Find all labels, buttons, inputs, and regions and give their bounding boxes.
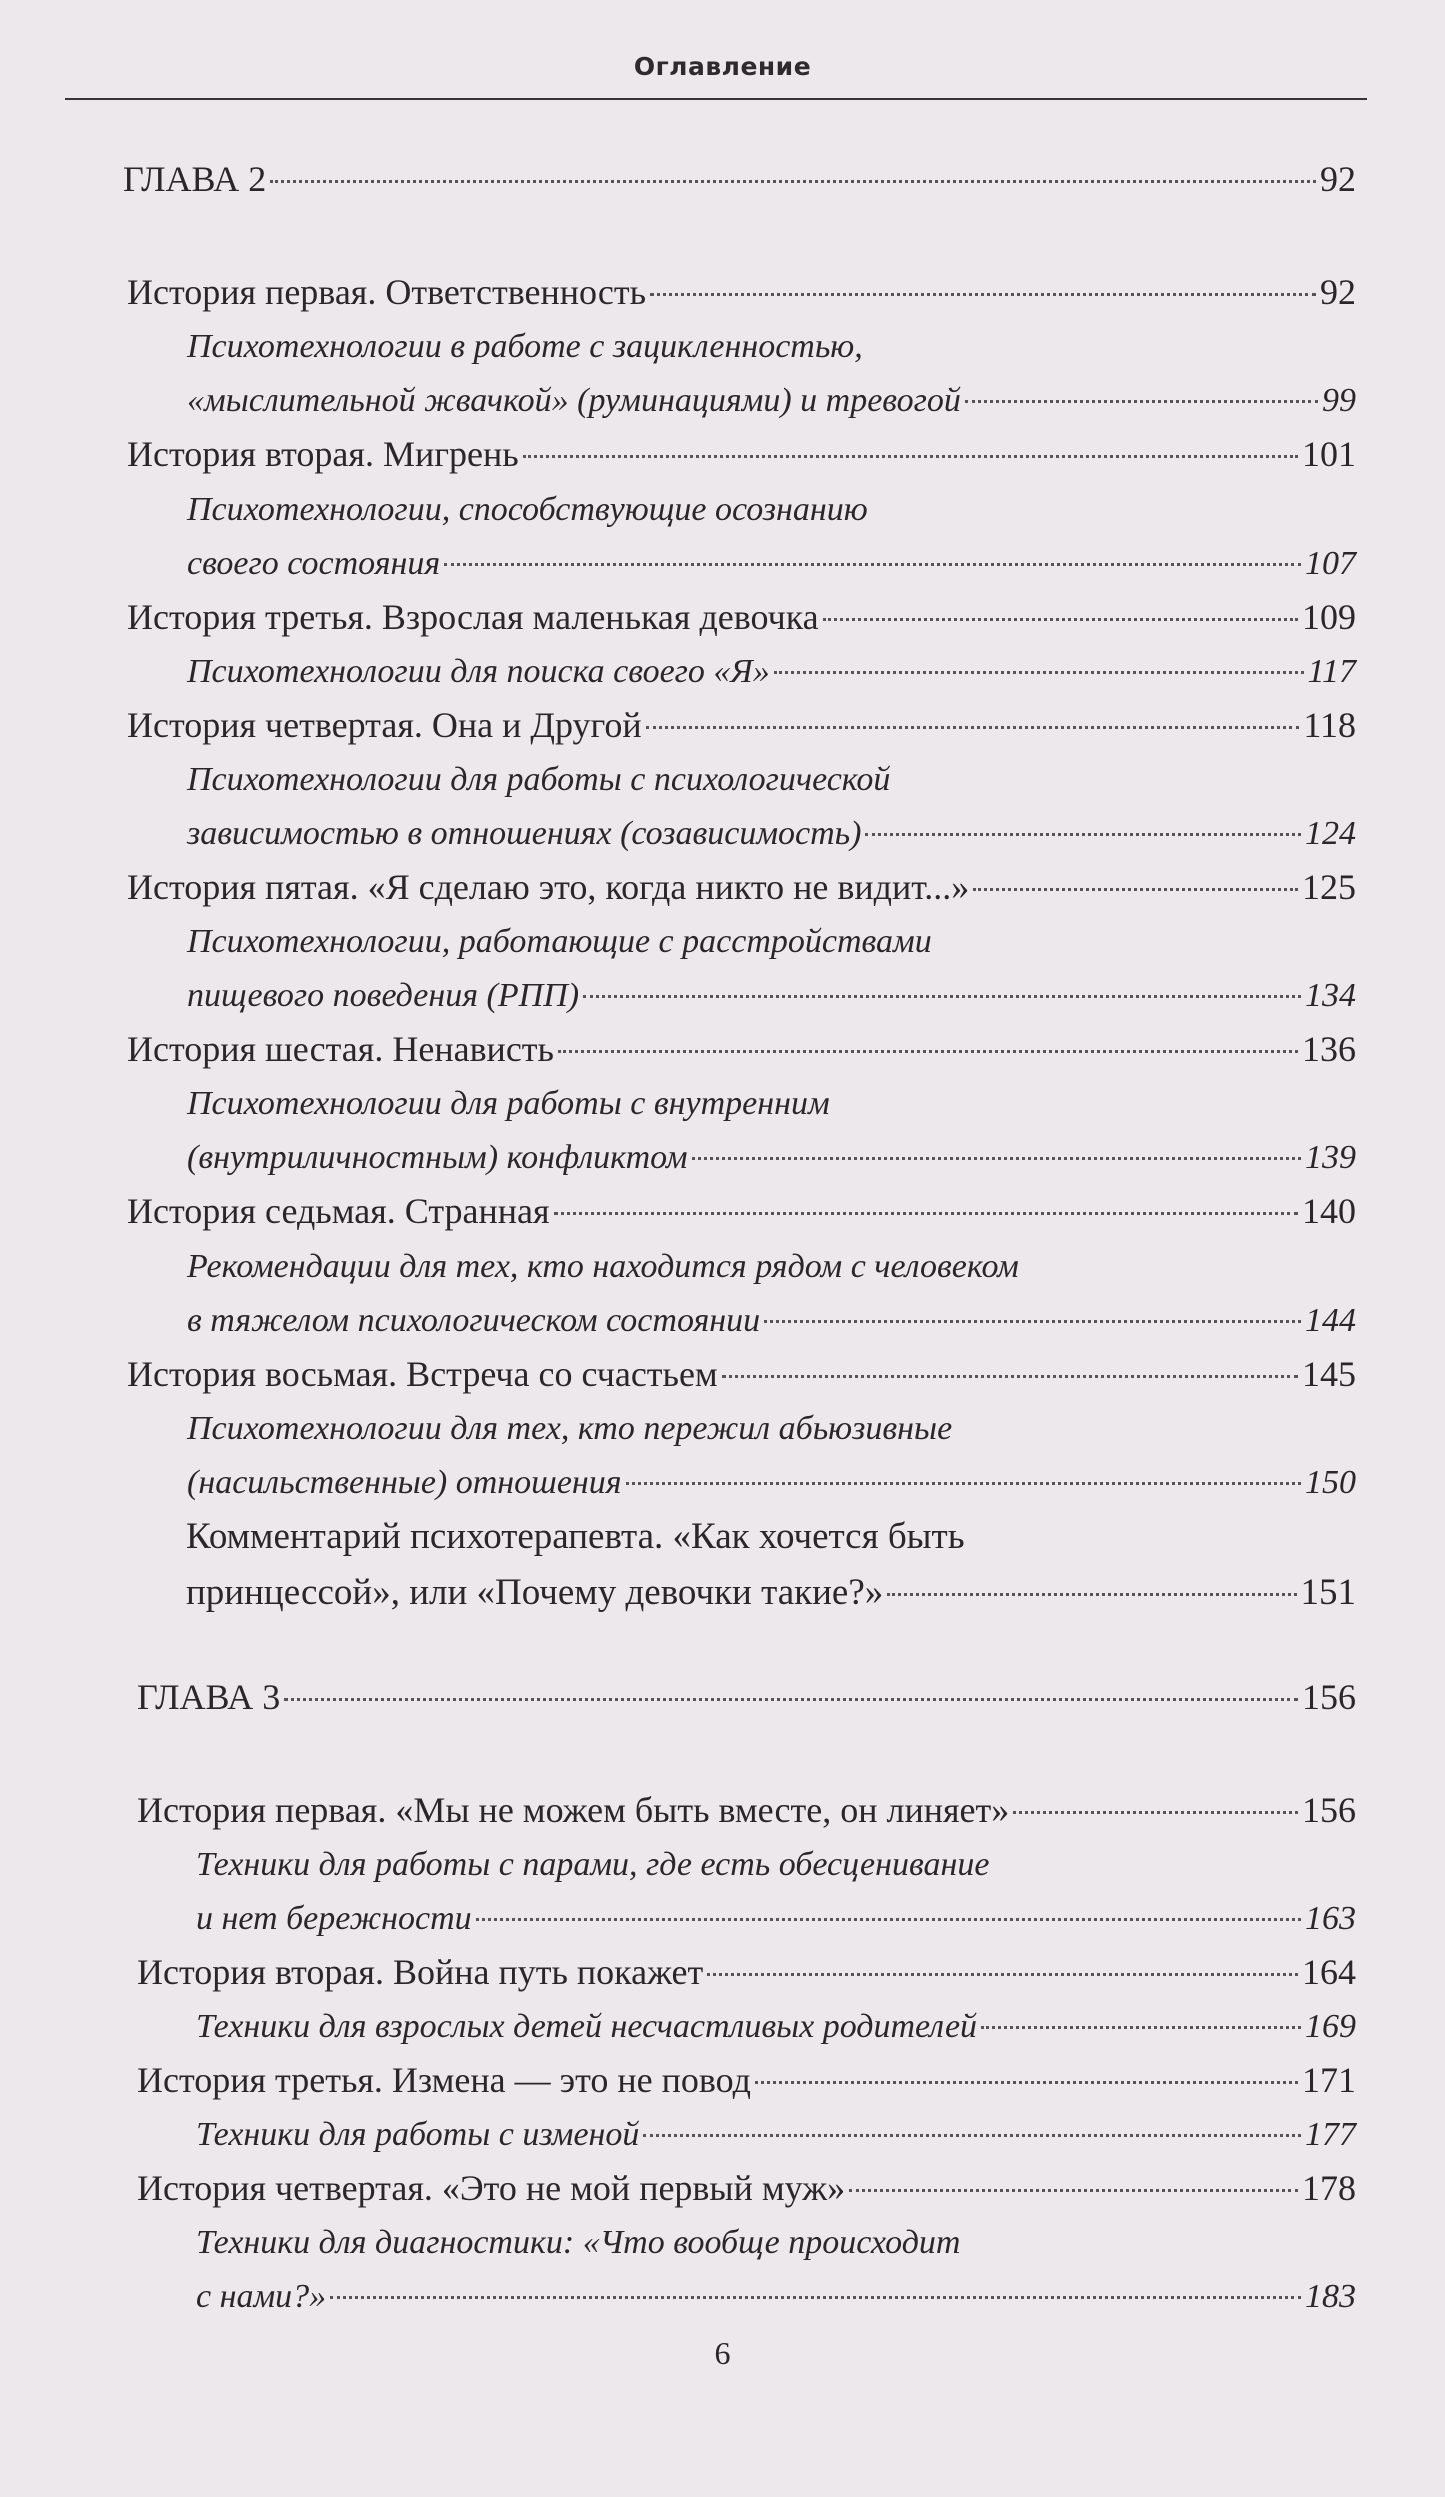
dot-leader xyxy=(643,2134,1301,2137)
dot-leader xyxy=(722,1375,1298,1378)
dot-leader xyxy=(981,2026,1301,2029)
page-ref: 101 xyxy=(1302,434,1356,474)
page-ref: 151 xyxy=(1300,1572,1356,1613)
dot-leader xyxy=(707,1973,1298,1976)
dot-leader xyxy=(1013,1811,1298,1814)
dot-leader xyxy=(270,180,1316,183)
page-ref: 109 xyxy=(1302,597,1356,637)
dot-leader xyxy=(330,2296,1301,2299)
dot-leader xyxy=(626,1482,1301,1485)
page-ref: 163 xyxy=(1305,1900,1356,1937)
dot-leader xyxy=(764,1320,1301,1323)
header-rule xyxy=(65,98,1367,100)
dot-leader xyxy=(973,888,1298,891)
page-ref: 136 xyxy=(1302,1029,1356,1069)
dot-leader xyxy=(774,671,1304,674)
page-ref: 183 xyxy=(1305,2278,1356,2315)
page-ref: 125 xyxy=(1302,867,1356,907)
dot-leader xyxy=(554,1212,1298,1215)
page-ref: 134 xyxy=(1305,977,1356,1014)
page-ref: 124 xyxy=(1305,815,1356,852)
page-ref: 164 xyxy=(1302,1952,1356,1992)
dot-leader xyxy=(476,1918,1301,1921)
dot-leader xyxy=(887,1593,1296,1596)
dot-leader xyxy=(523,455,1298,458)
dot-leader xyxy=(284,1698,1298,1701)
dot-leader xyxy=(646,726,1300,729)
page-ref: 99 xyxy=(1322,382,1356,419)
dot-leader xyxy=(823,618,1298,621)
book-page: Оглавление ГЛАВА 2 92 История первая. Ответственность 92 Психотехнологии в работе с зацикленностью, «мыслительной жвачкой» (руминациями) и тревогой 99 История вторая. Мигрень 101 Психотехнологии, способствующие осознанию своего состояния 107 История третья. Взрослая маленькая девочка 109 Психотехнологии для поиска своего «Я» 117 История четвертая. Она и Другой 118 Психотехнологии для работы с психологической зависимостью в отношениях (созависимость) 124 История пятая. «Я сделаю это, когда никто не видит...» 125 Психотехнологии, работающие с расстройствами пищевого поведения (РПП) 134 История шестая. Ненависть 136 Психотехнологии для работы с внутренним (внутриличностным) конфликтом 139 История седьмая. Странная 140 Рекомендации для тех, кто находится рядом с человеком в тяжелом психологическом состоянии 144 История восьмая. Встреча со счастьем 145 Психотехнологии для тех, кто пережил абьюзивные (насильственные) отношения 150 Комментарий психотерапевта. «Как хочется быть принцессой», или «Почему девочки такие?» 151 ГЛАВА 3 156 История первая. «Мы не можем быть вместе, он линяет» 156 Техники для работы с парами, где есть обесценивание и нет бережности 163 История вторая. Война путь покажет 164 Техники для взрослых детей несчастливых родителей 169 История третья. Измена — это не повод 171 Техники для работы с изменой 177 История четвертая. «Это не мой первый муж» 178 Техники для диагностики: «Что вообще происходит с нами?» 183 6 xyxy=(0,0,1445,2497)
page-ref: 150 xyxy=(1305,1464,1356,1501)
page-ref: 117 xyxy=(1307,653,1356,690)
dot-leader xyxy=(583,995,1301,998)
dot-leader xyxy=(558,1050,1298,1053)
dot-leader xyxy=(849,2189,1298,2192)
dot-leader xyxy=(865,833,1301,836)
page-ref: 107 xyxy=(1305,545,1356,582)
page-ref: 140 xyxy=(1302,1191,1356,1231)
dot-leader xyxy=(650,293,1316,296)
page-ref: 177 xyxy=(1305,2116,1356,2153)
page-ref: 171 xyxy=(1302,2060,1356,2100)
dot-leader xyxy=(444,563,1301,566)
page-ref: 156 xyxy=(1302,1677,1356,1717)
page-ref: 178 xyxy=(1302,2168,1356,2208)
page-ref: 156 xyxy=(1302,1790,1356,1830)
dot-leader xyxy=(755,2081,1298,2084)
dot-leader xyxy=(965,400,1318,403)
page-ref: 92 xyxy=(1320,272,1356,312)
page-ref: 144 xyxy=(1305,1302,1356,1339)
page-ref: 145 xyxy=(1302,1354,1356,1394)
page-ref: 169 xyxy=(1305,2008,1356,2045)
dot-leader xyxy=(692,1157,1301,1160)
page-ref: 118 xyxy=(1303,705,1356,745)
page-ref: 92 xyxy=(1320,159,1356,199)
page-number: 6 xyxy=(714,2335,731,2371)
page-ref: 139 xyxy=(1305,1139,1356,1176)
running-head: Оглавление xyxy=(633,52,812,81)
